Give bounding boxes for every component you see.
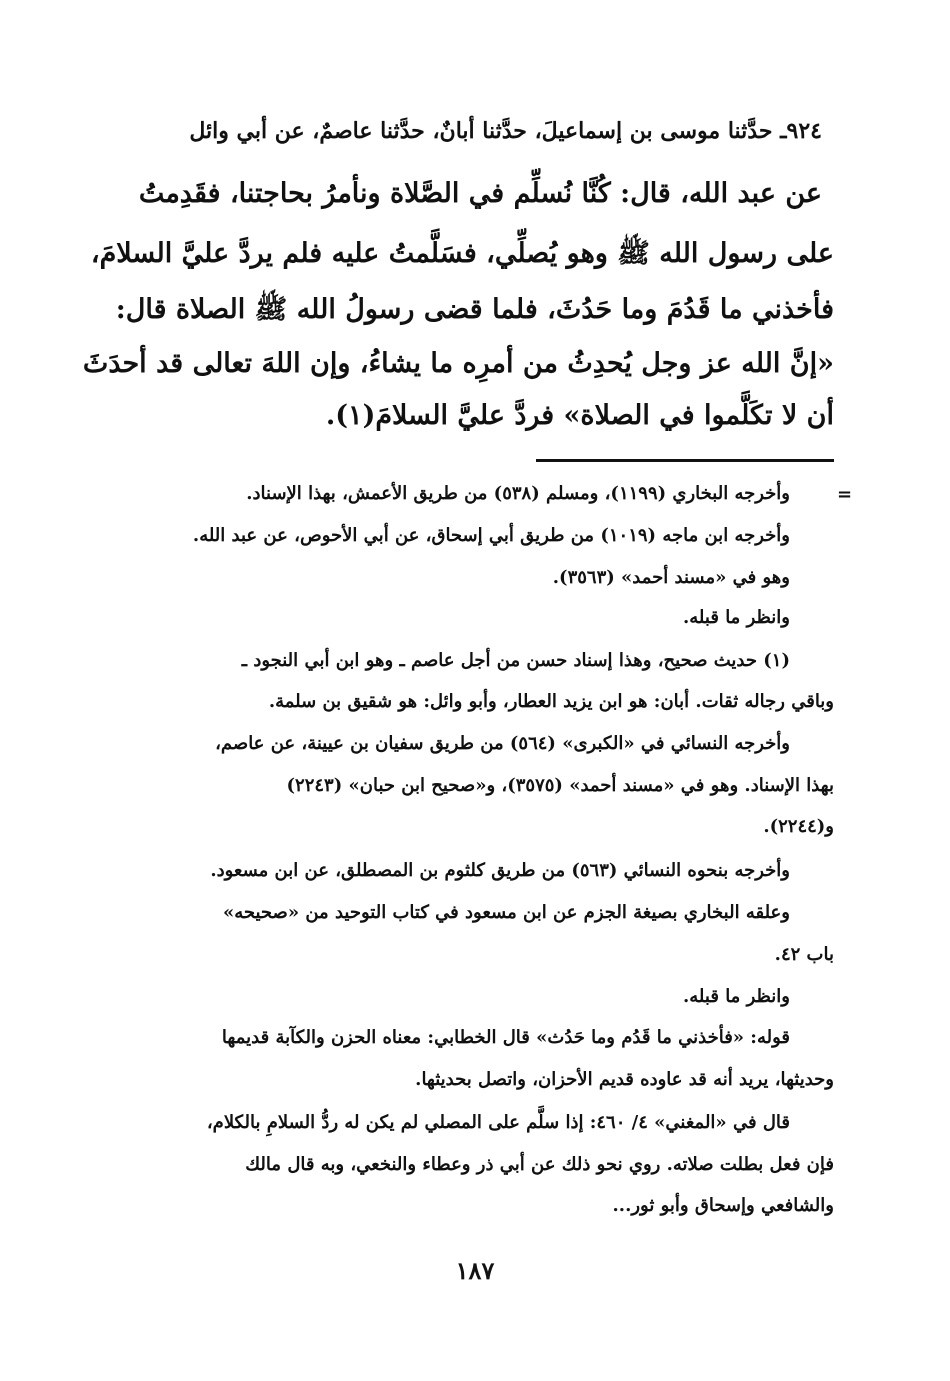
footnote-prev-line-2: وأخرجه ابن ماجه (١٠١٩) من طريق أبي إسحاق، عن أبي الأحوص، عن عبد الله.	[192, 525, 790, 546]
hadith-text-line-5: أن لا تكَلَّموا في الصلاة» فردَّ عليَّ السلامَ(١).	[325, 400, 834, 431]
hadith-text-line-2: على رسول الله ﷺ وهو يُصلِّي، فسَلَّمتُ عليه فلم يردَّ عليَّ السلامَ،	[90, 238, 834, 269]
hadith-text-line-3: فأخذني ما قَدُمَ وما حَدُثَ، فلما قضى رسولُ الله ﷺ الصلاة قال:	[115, 294, 834, 325]
footnote-separator	[536, 459, 834, 462]
footnote-1-line-3: وأخرجه النسائي في «الكبرى» (٥٦٤) من طريق سفيان بن عيينة، عن عاصم،	[215, 733, 790, 754]
footnote-1-line-8: باب ٤٢.	[774, 944, 834, 965]
footnote-1-line-14: والشافعي وإسحاق وأبو ثور...	[612, 1195, 834, 1216]
footnote-1-line-6: وأخرجه بنحوه النسائي (٥٦٣) من طريق كلثوم بن المصطلق، عن ابن مسعود.	[210, 860, 790, 881]
page-number: ١٨٧	[455, 1256, 495, 1285]
footnote-1-line-1: (١) حديث صحيح، وهذا إسناد حسن من أجل عاصم ـ وهو ابن أبي النجود ـ	[241, 650, 790, 671]
footnote-prev-line-3: وهو في «مسند أحمد» (٣٥٦٣).	[552, 567, 790, 588]
hadith-isnad-line: ٩٢٤ـ حدَّثنا موسى بن إسماعيلَ، حدَّثنا أبانٌ، حدَّثنا عاصمٌ، عن أبي وائل	[189, 118, 822, 144]
footnote-1-line-13: فإن فعل بطلت صلاته. روي نحو ذلك عن أبي ذر وعطاء والنخعي، وبه قال مالك	[245, 1154, 834, 1175]
footnote-1-line-2: وباقي رجاله ثقات. أبان: هو ابن يزيد العطار، وأبو وائل: هو شقيق بن سلمة.	[268, 691, 834, 712]
footnote-1-line-7: وعلقه البخاري بصيغة الجزم عن ابن مسعود في كتاب التوحيد من «صحيحه»	[222, 902, 790, 923]
hadith-text-line-4: «إنَّ الله عز وجل يُحدِثُ من أمرِه ما يشاءُ، وإن اللهَ تعالى قد أحدَثَ	[82, 348, 834, 379]
footnote-1-line-5: و(٢٢٤٤).	[763, 816, 834, 837]
footnote-1-line-10: قوله: «فأخذني ما قَدُم وما حَدُث» قال الخطابي: معناه الحزن والكآبة قديمها	[221, 1027, 790, 1048]
footnote-1-line-11: وحديثها، يريد أنه قد عاوده قديم الأحزان، واتصل بحديثها.	[415, 1069, 834, 1090]
footnote-1-line-4: بهذا الإسناد. وهو في «مسند أحمد» (٣٥٧٥)، و«صحيح ابن حبان» (٢٢٤٣)	[286, 775, 834, 796]
footnote-1-line-12: قال في «المغني» ٤/ ٤٦٠: إذا سلَّم على المصلي لم يكن له ردُّ السلامِ بالكلام،	[206, 1112, 790, 1133]
footnote-continuation-mark: =	[837, 484, 853, 505]
footnote-prev-line-1: وأخرجه البخاري (١١٩٩)، ومسلم (٥٣٨) من طريق الأعمش، بهذا الإسناد.	[246, 483, 790, 504]
footnote-prev-line-4: وانظر ما قبله.	[683, 607, 790, 628]
footnote-1-line-9: وانظر ما قبله.	[683, 986, 790, 1007]
hadith-text-line-1: عن عبد الله، قال: كُنَّا نُسلِّم في الصَّلاة ونأمرُ بحاجتنا، فقَدِمتُ	[138, 178, 822, 209]
